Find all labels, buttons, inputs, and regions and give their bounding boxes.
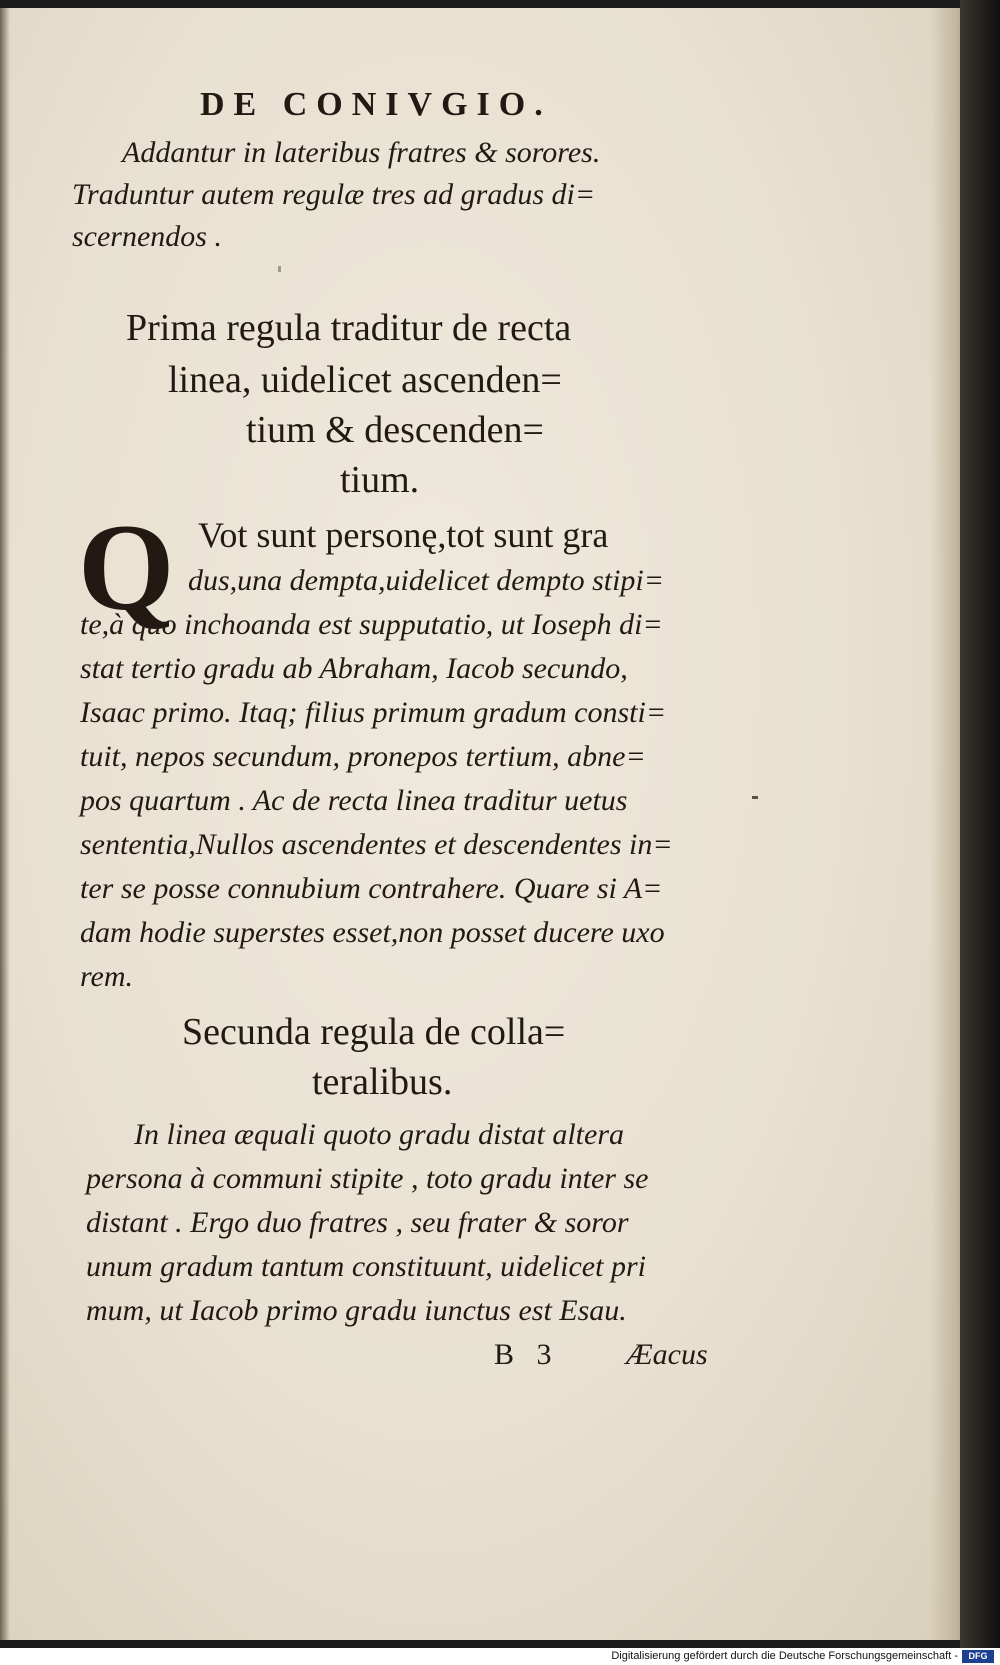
para1-line-6: pos quartum . Ac de recta linea traditur uetus xyxy=(80,784,628,817)
catchword: Æacus xyxy=(626,1338,708,1371)
para2-line-2: persona à communi stipite , toto gradu inter se xyxy=(86,1162,649,1195)
heading2-line-1: Secunda regula de colla= xyxy=(182,1011,566,1053)
margin-speck xyxy=(752,796,758,799)
heading1-line-1: Prima regula traditur de recta xyxy=(126,307,572,349)
para1-line-9: dam hodie superstes esset,non posset ducere uxo xyxy=(80,916,665,949)
para2-line-3: distant . Ergo duo fratres , seu frater & soror xyxy=(86,1206,629,1239)
para1-line-3: stat tertio gradu ab Abraham, Iacob secundo, xyxy=(80,652,628,685)
para1-line-4: Isaac primo. Itaq; filius primum gradum consti= xyxy=(80,696,667,729)
para1-line-5: tuit, nepos secundum, pronepos tertium, abne= xyxy=(80,740,646,773)
margin-speck xyxy=(278,266,281,272)
para1-first-line: Vot sunt personę,tot sunt gra xyxy=(198,515,609,555)
para1-line-10: rem. xyxy=(80,960,134,993)
dfg-logo: DFG xyxy=(962,1650,994,1663)
heading2-line-2: teralibus. xyxy=(312,1061,453,1103)
running-header: DE CONIVGIO. xyxy=(200,86,552,123)
signature-mark: B 3 xyxy=(494,1338,552,1371)
heading1-line-2: linea, uidelicet ascenden= xyxy=(168,359,562,401)
heading1-line-3: tium & descenden= xyxy=(246,409,544,451)
book-fore-edge xyxy=(960,0,1000,1650)
intro-line-3: scernendos . xyxy=(72,220,222,253)
drop-cap: Q xyxy=(78,499,175,636)
para2-line-5: mum, ut Iacob primo gradu iunctus est Esau. xyxy=(86,1294,627,1327)
para1-line-1: dus,una dempta,uidelicet dempto stipi= xyxy=(188,564,665,597)
book-page xyxy=(0,8,960,1640)
intro-line-2: Traduntur autem regulæ tres ad gradus di= xyxy=(72,178,596,211)
heading1-line-4: tium. xyxy=(340,459,420,501)
intro-line-1: Addantur in lateribus fratres & sorores. xyxy=(122,136,601,169)
para2-line-4: unum gradum tantum constituunt, uidelicet pri xyxy=(86,1250,646,1283)
para2-line-1: In linea æquali quoto gradu distat altera xyxy=(134,1118,625,1151)
para1-line-7: sententia,Nullos ascendentes et descendentes in= xyxy=(80,828,673,861)
para1-line-2: te,à quo inchoanda est supputatio, ut Ioseph di= xyxy=(80,608,663,641)
para1-line-8: ter se posse connubium contrahere. Quare si A= xyxy=(80,872,663,905)
digitization-credit: Digitalisierung gefördert durch die Deutsche Forschungsgemeinschaft - xyxy=(611,1650,958,1662)
